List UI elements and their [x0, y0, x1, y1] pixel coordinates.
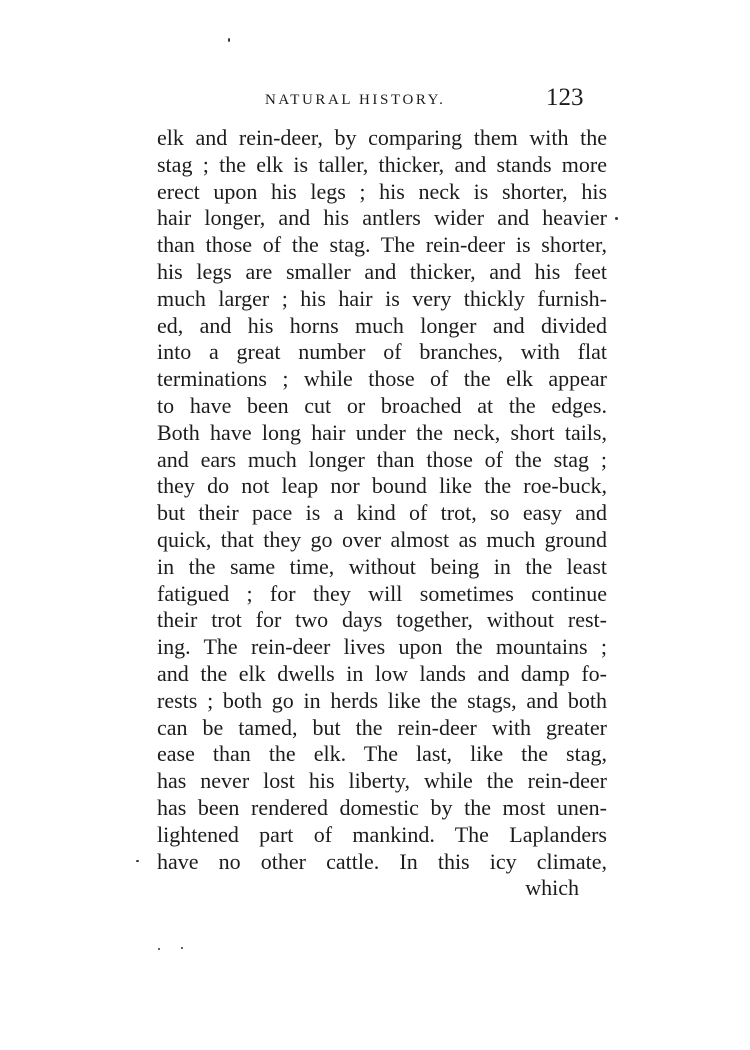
text-line: his legs are smaller and thicker, and his feet [157, 258, 607, 284]
ink-speck [158, 948, 160, 950]
text-line: they do not leap nor bound like the roe-buck, [157, 473, 607, 499]
text-line: has been rendered domestic by the most unen- [157, 794, 607, 820]
page-number: 123 [546, 84, 584, 111]
text-line: much larger ; his hair is very thickly furnish- [157, 285, 607, 311]
text-line: elk and rein-deer, by comparing them with the [157, 125, 607, 150]
text-line: have no other cattle. In this icy climate, [157, 848, 607, 874]
text-line: quick, that they go over almost as much ground [157, 526, 607, 552]
text-line: terminations ; while those of the elk appear [157, 366, 607, 392]
ink-speck [181, 947, 183, 949]
text-line: ing. The rein-deer lives upon the mountains ; [157, 634, 607, 660]
text-line: ed, and his horns much longer and divided [157, 312, 607, 338]
body-text [157, 125, 607, 902]
text-line: has never lost his liberty, while the rein-deer [157, 768, 607, 794]
text-line: and the elk dwells in low lands and damp fo- [157, 660, 607, 686]
ink-speck [615, 217, 618, 220]
text-line: ease than the elk. The last, like the stag, [157, 741, 607, 767]
text-line: into a great number of branches, with flat [157, 339, 607, 365]
text-line: Both have long hair under the neck, short tails, [157, 419, 607, 445]
text-line: stag ; the elk is taller, thicker, and stands more [157, 151, 607, 177]
text-line: fatigued ; for they will sometimes continue [157, 580, 607, 606]
ink-speck [136, 860, 139, 862]
ink-speck [228, 38, 230, 42]
text-line: but their pace is a kind of trot, so easy and [157, 500, 607, 526]
text-line: their trot for two days together, without rest- [157, 607, 607, 633]
text-line: than those of the stag. The rein-deer is shorter, [157, 232, 607, 258]
text-line: can be tamed, but the rein-deer with greater [157, 714, 607, 740]
text-line: and ears much longer than those of the stag ; [157, 446, 607, 472]
text-line: rests ; both go in herds like the stags, and both [157, 687, 607, 713]
text-line: erect upon his legs ; his neck is shorter, his [157, 178, 607, 204]
text-line: lightened part of mankind. The Laplanders [157, 821, 607, 847]
running-title: NATURAL HISTORY. [265, 92, 446, 108]
catchword: which [525, 875, 579, 901]
text-line: in the same time, without being in the least [157, 553, 607, 579]
text-line: hair longer, and his antlers wider and heavier [157, 205, 607, 231]
text-line: to have been cut or broached at the edges. [157, 392, 607, 418]
running-head [200, 84, 600, 114]
